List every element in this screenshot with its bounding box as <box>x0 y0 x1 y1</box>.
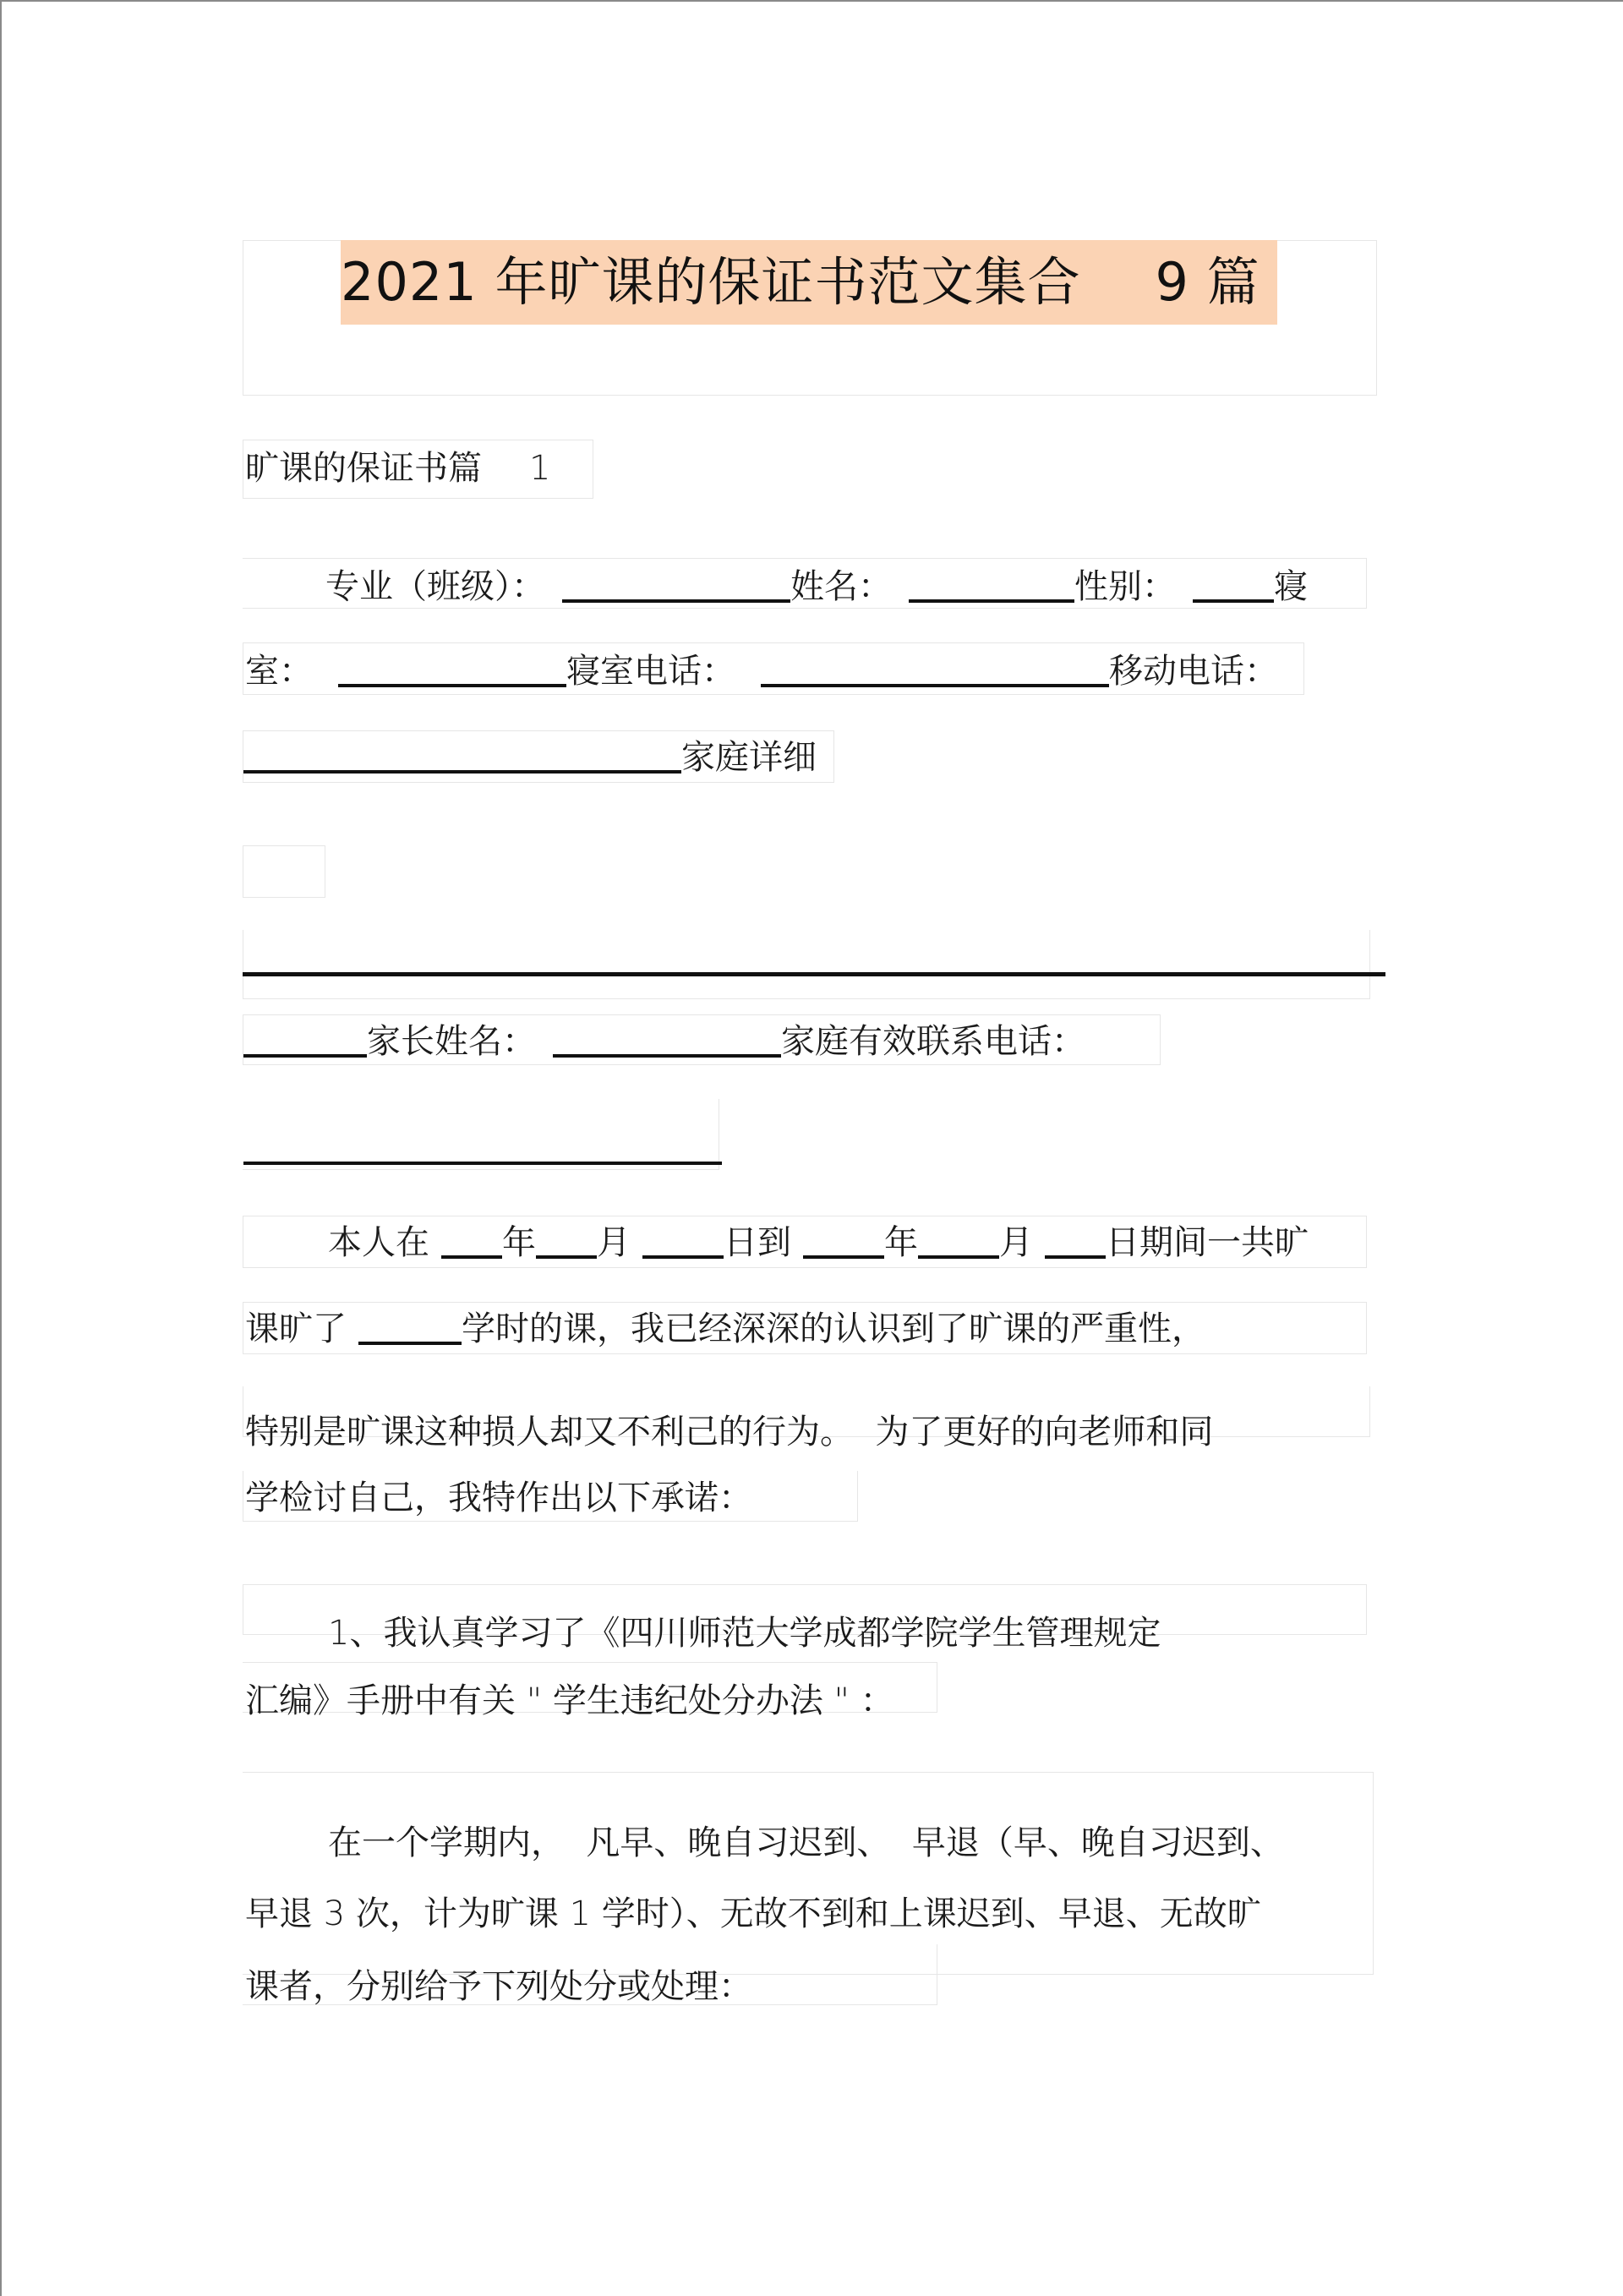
major-label: 专业（班级）： <box>325 567 545 606</box>
gender-label: 性别： <box>1074 567 1176 606</box>
start-month-blank[interactable] <box>536 1218 597 1259</box>
mobile-label: 移动电话： <box>1109 652 1278 691</box>
parent-line <box>243 1016 1085 1067</box>
home-phone-label: 家庭有效联系电话： <box>781 1022 1085 1061</box>
home-detail-label: 家庭详细 <box>681 738 817 777</box>
mobile-blank[interactable] <box>243 733 681 774</box>
section-heading-text: 旷课的保证书篇 <box>245 449 482 488</box>
parent-name-label: 家长姓名： <box>367 1022 536 1061</box>
form-line-2 <box>245 646 1278 697</box>
page-border-top <box>0 0 1623 2</box>
year-label-2: 年 <box>884 1223 918 1262</box>
dorm-phone-blank[interactable] <box>761 647 1109 687</box>
period-text: 日期间一共旷 <box>1106 1223 1309 1262</box>
year-label-1: 年 <box>502 1223 536 1262</box>
major-blank[interactable] <box>562 562 790 603</box>
home-address-blank[interactable] <box>243 972 1385 976</box>
gender-blank[interactable] <box>1193 562 1274 603</box>
rule-line-2: 早退 3 次，计为旷课 1 学时）、无故不到和上课迟到、早退、无故旷 <box>245 1894 1261 1933</box>
rule-line-3: 课者，分别给予下列处分或处理： <box>245 1967 752 2006</box>
statement-line-2-start: 课旷了 <box>245 1309 347 1348</box>
parent-prefix-blank[interactable] <box>243 1017 367 1058</box>
end-day-blank[interactable] <box>1045 1218 1106 1259</box>
statement-line-2 <box>245 1304 1205 1354</box>
day-to-label: 日到 <box>724 1223 791 1262</box>
month-label-2: 月 <box>999 1223 1033 1262</box>
start-year-blank[interactable] <box>441 1218 502 1259</box>
section-heading <box>245 443 550 494</box>
name-blank[interactable] <box>909 562 1074 603</box>
statement-line-2-end: 学时的课，我已经深深的认识到了旷课的严重性， <box>462 1309 1205 1348</box>
month-label-1: 月 <box>597 1223 631 1262</box>
statement-line-4: 学检讨自己，我特作出以下承诺： <box>245 1479 752 1517</box>
statement-line-1 <box>328 1217 1309 1268</box>
hours-blank[interactable] <box>358 1304 462 1345</box>
dorm-phone-label: 寝室电话： <box>566 652 735 691</box>
address-line-frame <box>243 930 1370 999</box>
form-line-1 <box>325 561 1308 612</box>
promise-1-line-1: 1、我认真学习了《四川师范大学成都学院学生管理规定 <box>328 1614 1161 1653</box>
page-border-left <box>0 0 2 2296</box>
title-count: 9 篇 <box>1155 251 1260 313</box>
document-title <box>341 240 1260 325</box>
title-main: 2021 年旷课的保证书范文集合 <box>341 251 1081 313</box>
parent-name-blank[interactable] <box>553 1017 781 1058</box>
statement-intro: 本人在 <box>328 1223 429 1262</box>
name-label: 姓名： <box>790 567 892 606</box>
rule-line-1: 在一个学期内， 凡早、晚自习迟到、 早退（早、晚自习迟到、 <box>328 1823 1284 1862</box>
start-day-blank[interactable] <box>642 1218 724 1259</box>
dorm-label-part1: 寝 <box>1274 567 1308 606</box>
form-line-3 <box>243 732 817 783</box>
statement-line-3: 特别是旷课这种损人却又不利己的行为。 为了更好的向老师和同 <box>245 1413 1214 1451</box>
section-number: 1 <box>529 449 551 488</box>
dorm-label-part2: 室： <box>245 652 313 691</box>
end-month-blank[interactable] <box>918 1218 999 1259</box>
end-year-blank[interactable] <box>803 1218 884 1259</box>
dorm-blank[interactable] <box>338 647 566 687</box>
empty-frame <box>243 845 325 898</box>
home-phone-blank[interactable] <box>243 1124 722 1165</box>
promise-1-line-2: 汇编》手册中有关 " 学生违纪处分办法 " ： <box>245 1681 894 1720</box>
